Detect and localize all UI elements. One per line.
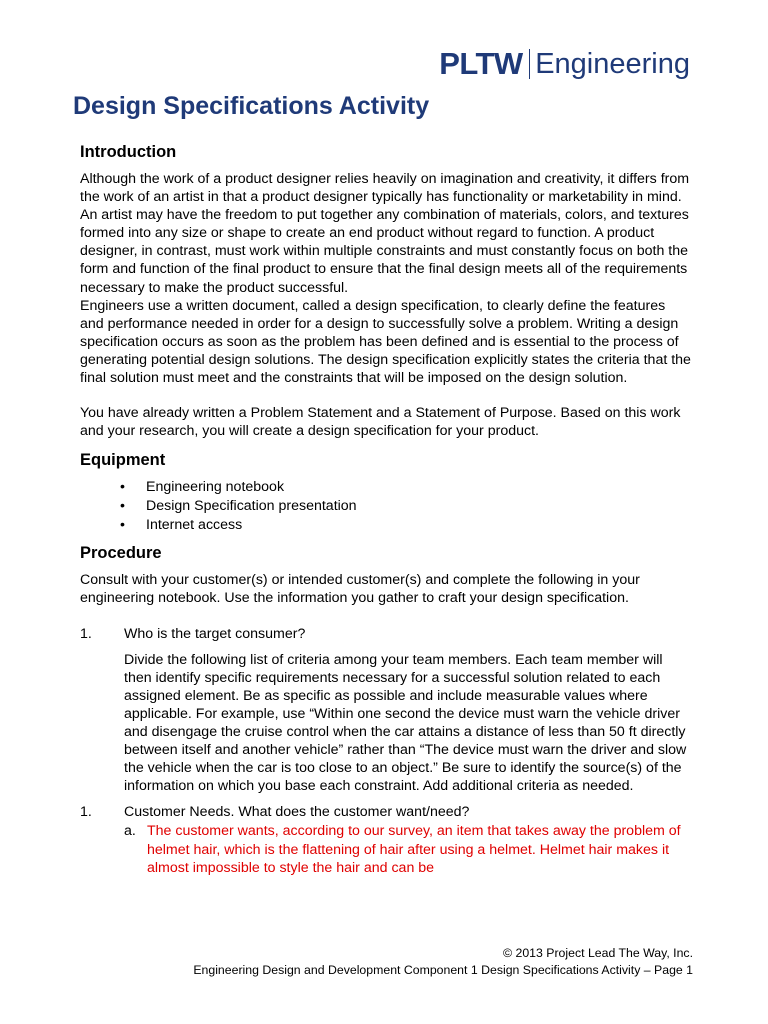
procedure-section: [80, 543, 692, 876]
page-title: Design Specifications Activity: [73, 92, 430, 120]
equipment-item: • Engineering notebook: [120, 478, 692, 497]
document-body: [80, 142, 692, 877]
procedure-step-2: [80, 803, 692, 821]
step-detail: Divide the following list of criteria among your team members. Each team member will then identify specific requirements necessary for a successful solution related to each assigned element. Be as specific as possible and include measurable values where applicable. For example, use “Within one second the device must warn the vehicle driver and disengage the cruise control when the car attains a distance of less than 50 ft directly between itself and another vehicle” rather than “The device must warn the driver and slow the vehicle when the car is too close to an object.” Be sure to identify the source(s) of the information on which you base each constraint. Add additional criteria as needed.: [124, 651, 687, 795]
pltw-engineering-logo: [439, 46, 690, 82]
step-subitems: [80, 822, 692, 876]
subitem-label: a.: [124, 823, 136, 840]
intro-paragraph-2: Engineers use a written document, called a design specification, to clearly define the features and performance needed in order for a design to successfully solve a problem. Writing a design specification occurs as soon as the problem has been defined and is essential to the process of generating potential design solutions. The design specification explicitly states the criteria that the final solution must meet and the constraints that will be imposed on the design solution.: [80, 297, 691, 387]
intro-paragraph-3: You have already written a Problem Statement and a Statement of Purpose. Based on this work and your research, you will create a design specification for your product.: [80, 405, 681, 440]
intro-paragraph-1: Although the work of a product designer relies heavily on imagination and creativity, it differs from the work of an artist in that a product designer typically has functionality or marketability in mind. An artist may have the freedom to put together any combination of materials, colors, and textures formed into any size or shape to create an end product without regard to function. A product designer, in contrast, must work within multiple constraints and must constantly focus on both the form and function of the final product to ensure that the final design meets all of the requirements necessary to make the product successful.: [80, 171, 690, 296]
equipment-section: [80, 450, 692, 535]
logo-text: Engineering: [535, 47, 690, 80]
logo-divider: [529, 49, 531, 79]
logo-mark: PLTW: [439, 46, 523, 81]
footer-page-info: Engineering Design and Development Component 1 Design Specifications Activity – Page 1: [193, 963, 693, 977]
step-text: Who is the target consumer?: [124, 625, 306, 642]
step-number: 1.: [80, 804, 92, 821]
introduction-heading: Introduction: [80, 143, 177, 161]
procedure-step-1: [80, 625, 692, 796]
subitem-text: The customer wants, according to our survey, an item that takes away the problem of helmet hair, which is the flattening of hair after using a helmet. Helmet hair makes it almost impossible to style the hair and can be: [147, 823, 681, 876]
step-number: 1.: [80, 625, 92, 642]
equipment-item: • Internet access: [120, 516, 692, 535]
introduction-section: [80, 142, 692, 440]
procedure-heading: Procedure: [80, 544, 162, 563]
subitem: [124, 822, 692, 876]
step-text: Customer Needs. What does the customer want/need?: [124, 804, 470, 821]
footer-copyright: © 2013 Project Lead The Way, Inc.: [503, 946, 693, 960]
page-footer: [193, 945, 693, 979]
equipment-heading: Equipment: [80, 451, 166, 470]
equipment-list: [80, 478, 692, 535]
procedure-intro: Consult with your customer(s) or intended customer(s) and complete the following in your engineering notebook. Use the information you gather to craft your design specification.: [80, 572, 640, 607]
equipment-item: • Design Specification presentation: [120, 497, 692, 516]
